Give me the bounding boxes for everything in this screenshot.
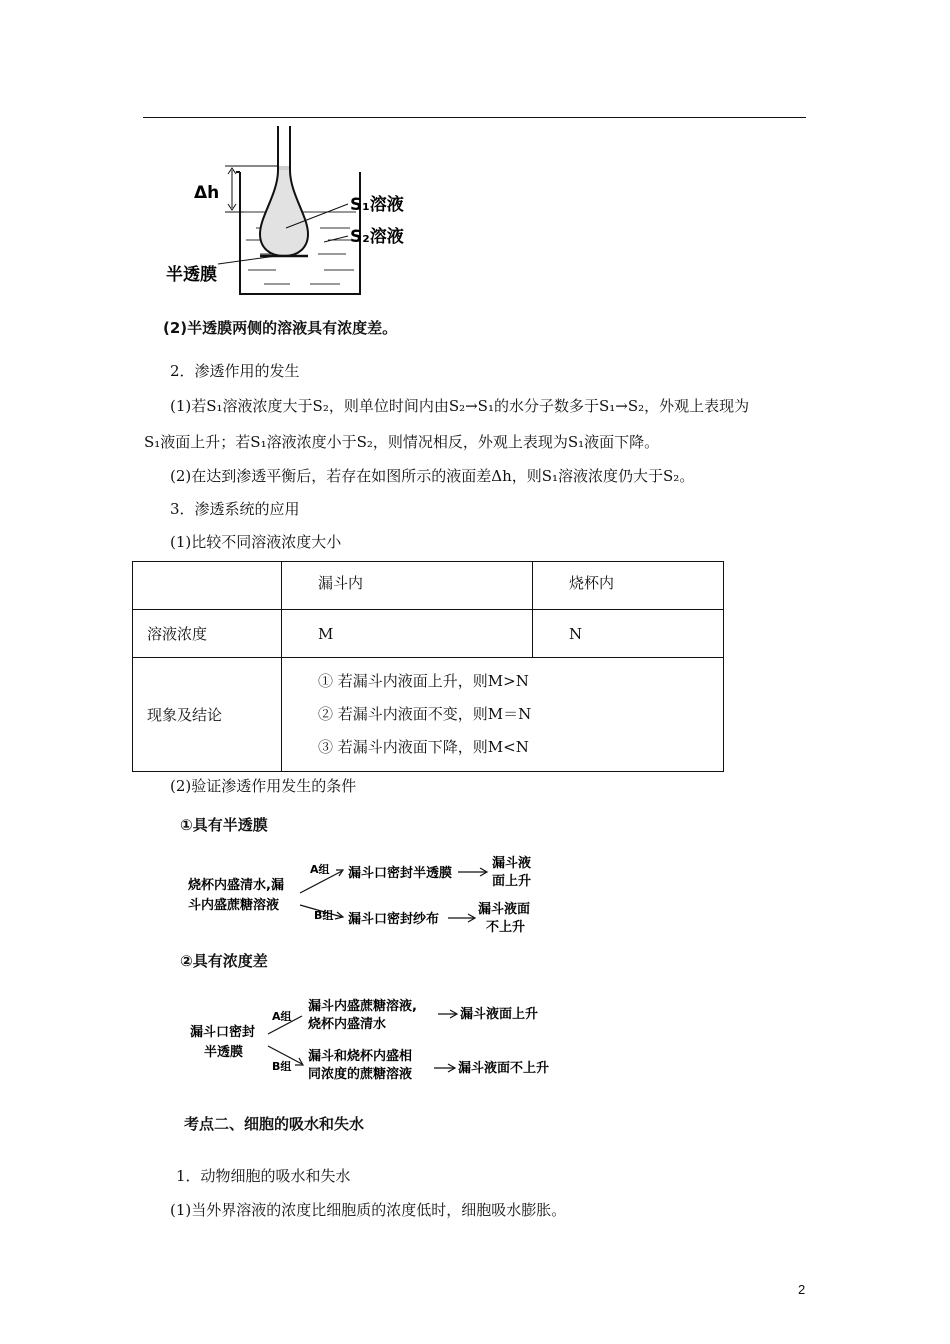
concentration-difference-note: (2)半透膜两侧的溶液具有浓度差。 <box>163 319 398 337</box>
table-row-phenomenon <box>133 658 724 772</box>
flow1-a-result-line-2: 面上升 <box>492 874 532 889</box>
flow2-b-result: 漏斗液面不上升 <box>458 1061 550 1076</box>
table-cell-value: N <box>533 610 724 658</box>
flow1-source-line-1: 烧杯内盛清水,漏 <box>188 878 284 893</box>
flow1-a-action: 漏斗口密封半透膜 <box>348 866 453 881</box>
flow1-source-line-2: 斗内盛蔗糖溶液 <box>188 898 280 913</box>
flow2-a-action-line-2: 烧杯内盛清水 <box>308 1017 387 1032</box>
flow2-b-action-line-2: 同浓度的蔗糖溶液 <box>308 1067 413 1082</box>
table-header-empty <box>133 562 282 610</box>
table-cell-conclusions <box>282 658 724 772</box>
table-header-row <box>133 562 724 610</box>
condition-1-flow-diagram <box>180 845 560 935</box>
conclusion-line: ① 若漏斗内液面上升，则M>N <box>318 672 529 690</box>
flow2-source-line-2: 半透膜 <box>204 1045 244 1060</box>
flow1-b-result-line-2: 不上升 <box>486 920 526 935</box>
table-cell-label: 现象及结论 <box>133 658 282 772</box>
table-row-concentration <box>133 610 724 658</box>
section-3-paragraph-1: (1)比较不同溶液浓度大小 <box>170 533 342 551</box>
kaodian-2-heading: 考点二、细胞的吸水和失水 <box>184 1115 365 1133</box>
flow1-b-action: 漏斗口密封纱布 <box>348 912 440 927</box>
section-3-paragraph-2: (2)验证渗透作用发生的条件 <box>170 777 357 795</box>
flow2-group-a: A组 <box>272 1010 292 1023</box>
flow1-a-result-line-1: 漏斗液 <box>492 856 532 871</box>
section-2-paragraph-1-line-1: (1)若S₁溶液浓度大于S₂，则单位时间内由S₂→S₁的水分子数多于S₁→S₂，外观上表现为 <box>170 397 750 415</box>
osmometer-figure <box>160 124 420 304</box>
condition-2-title: ②具有浓度差 <box>180 952 268 970</box>
flow1-group-b: B组 <box>314 909 334 922</box>
flow2-group-b: B组 <box>272 1060 292 1073</box>
flow1-b-result-line-1: 漏斗液面 <box>478 902 531 917</box>
section-2-paragraph-2: (2)在达到渗透平衡后，若存在如图所示的液面差Δh，则S₁溶液浓度仍大于S₂。 <box>170 467 695 485</box>
flow2-b-action-line-1: 漏斗和烧杯内盛相 <box>308 1049 413 1064</box>
membrane-label: 半透膜 <box>166 265 217 285</box>
section-3-title: 3．渗透系统的应用 <box>170 500 300 518</box>
condition-2-flow-diagram <box>186 990 576 1090</box>
k2-section-1-title: 1．动物细胞的吸水和失水 <box>176 1167 351 1185</box>
section-2-paragraph-1-line-2: S₁液面上升；若S₁溶液浓度小于S₂，则情况相反，外观上表现为S₁液面下降。 <box>144 433 660 451</box>
page-number: 2 <box>798 1282 806 1297</box>
conclusion-line: ③ 若漏斗内液面下降，则M<N <box>318 738 529 756</box>
concentration-comparison-table <box>132 561 724 772</box>
condition-1-title: ①具有半透膜 <box>180 816 268 834</box>
flow2-a-action-line-1: 漏斗内盛蔗糖溶液, <box>308 999 417 1014</box>
conclusion-line: ② 若漏斗内液面不变，则M＝N <box>318 705 532 723</box>
table-header-funnel: 漏斗内 <box>282 562 533 610</box>
flow1-group-a: A组 <box>310 863 330 876</box>
s2-solution-label: S₂溶液 <box>350 227 404 247</box>
delta-h-label: Δh <box>194 183 220 203</box>
flow2-source-line-1: 漏斗口密封 <box>190 1025 256 1040</box>
top-rule <box>143 117 806 118</box>
flow2-a-result: 漏斗液面上升 <box>460 1007 539 1022</box>
table-header-beaker: 烧杯内 <box>533 562 724 610</box>
table-cell-label: 溶液浓度 <box>133 610 282 658</box>
k2-section-1-paragraph-1: (1)当外界溶液的浓度比细胞质的浓度低时，细胞吸水膨胀。 <box>170 1201 567 1219</box>
table-cell-value: M <box>282 610 533 658</box>
s1-solution-label: S₁溶液 <box>350 195 404 215</box>
section-2-title: 2．渗透作用的发生 <box>170 362 300 380</box>
